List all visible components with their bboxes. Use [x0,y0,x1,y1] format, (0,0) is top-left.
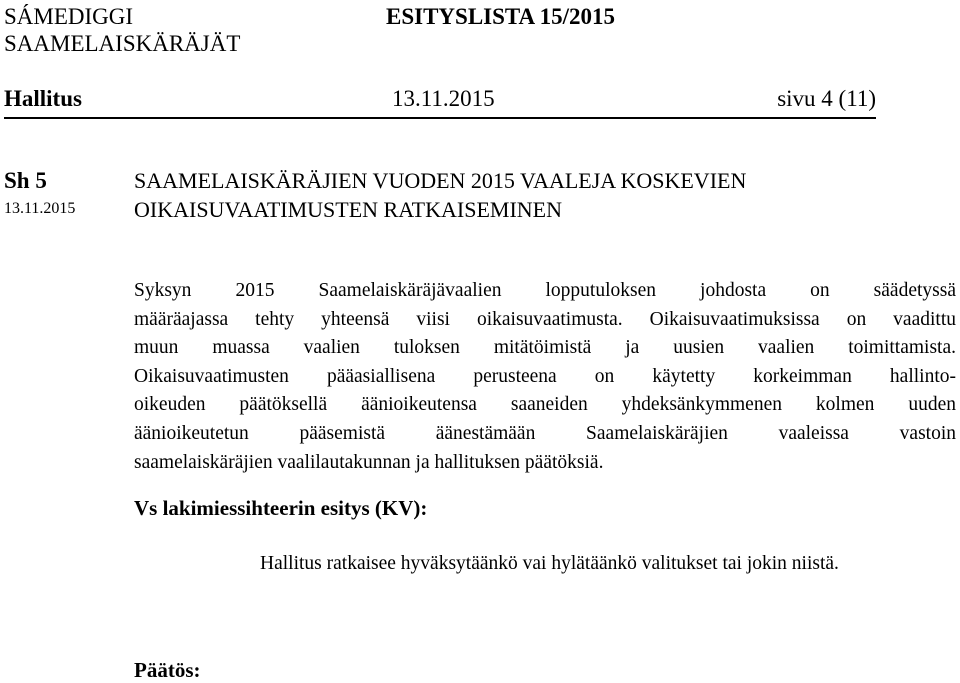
body-line: saamelaiskäräjien vaalilautakunnan ja hallituksen päätöksiä. [134,451,604,473]
decision-heading: Päätös: [134,658,201,682]
section-number: Sh 5 [4,168,47,193]
section-title-line-2: OIKAISUVAATIMUSTEN RATKAISEMINEN [134,197,562,222]
header-divider [4,117,876,119]
section-title-line-1: SAAMELAISKÄRÄJIEN VUODEN 2015 VAALEJA KOSKEVIEN [134,168,747,193]
body-line: Oikaisuvaatimusten pääasiallisena perusteena on käytetty korkeimman hallinto- [134,365,956,387]
meeting-date: 13.11.2015 [392,86,495,111]
proposal-text: Hallitus ratkaisee hyväksytäänkö vai hylätäänkö valitukset tai jokin niistä. [260,553,839,574]
meeting-meta-row [4,86,876,114]
document-title: ESITYSLISTA 15/2015 [386,4,616,29]
body-line: muun muassa vaalien tuloksen mitätöimistä ja uusien vaalien toimittamista. [134,337,956,359]
body-line: oikeuden päätöksellä äänioikeutensa saaneiden yhdeksänkymmenen kolmen uuden [134,394,956,416]
proposal-heading: Vs lakimiessihteerin esitys (KV): [134,496,428,520]
org-name-sami: SÁMEDIGGI [4,4,134,29]
page-number: sivu 4 (11) [777,86,876,111]
org-name-finnish: SAAMELAISKÄRÄJÄT [4,31,241,56]
body-paragraph [134,277,956,477]
body-line: määräajassa tehty yhteensä viisi oikaisuvaatimusta. Oikaisuvaatimuksissa on vaadittu [134,308,956,330]
body-line: äänioikeutetun pääsemistä äänestämään Saamelaiskäräjien vaaleissa vastoin [134,422,956,444]
section-date: 13.11.2015 [4,200,76,217]
board-name: Hallitus [4,86,82,111]
body-line: Syksyn 2015 Saamelaiskäräjävaalien lopputuloksen johdosta on säädetyssä [134,280,956,301]
